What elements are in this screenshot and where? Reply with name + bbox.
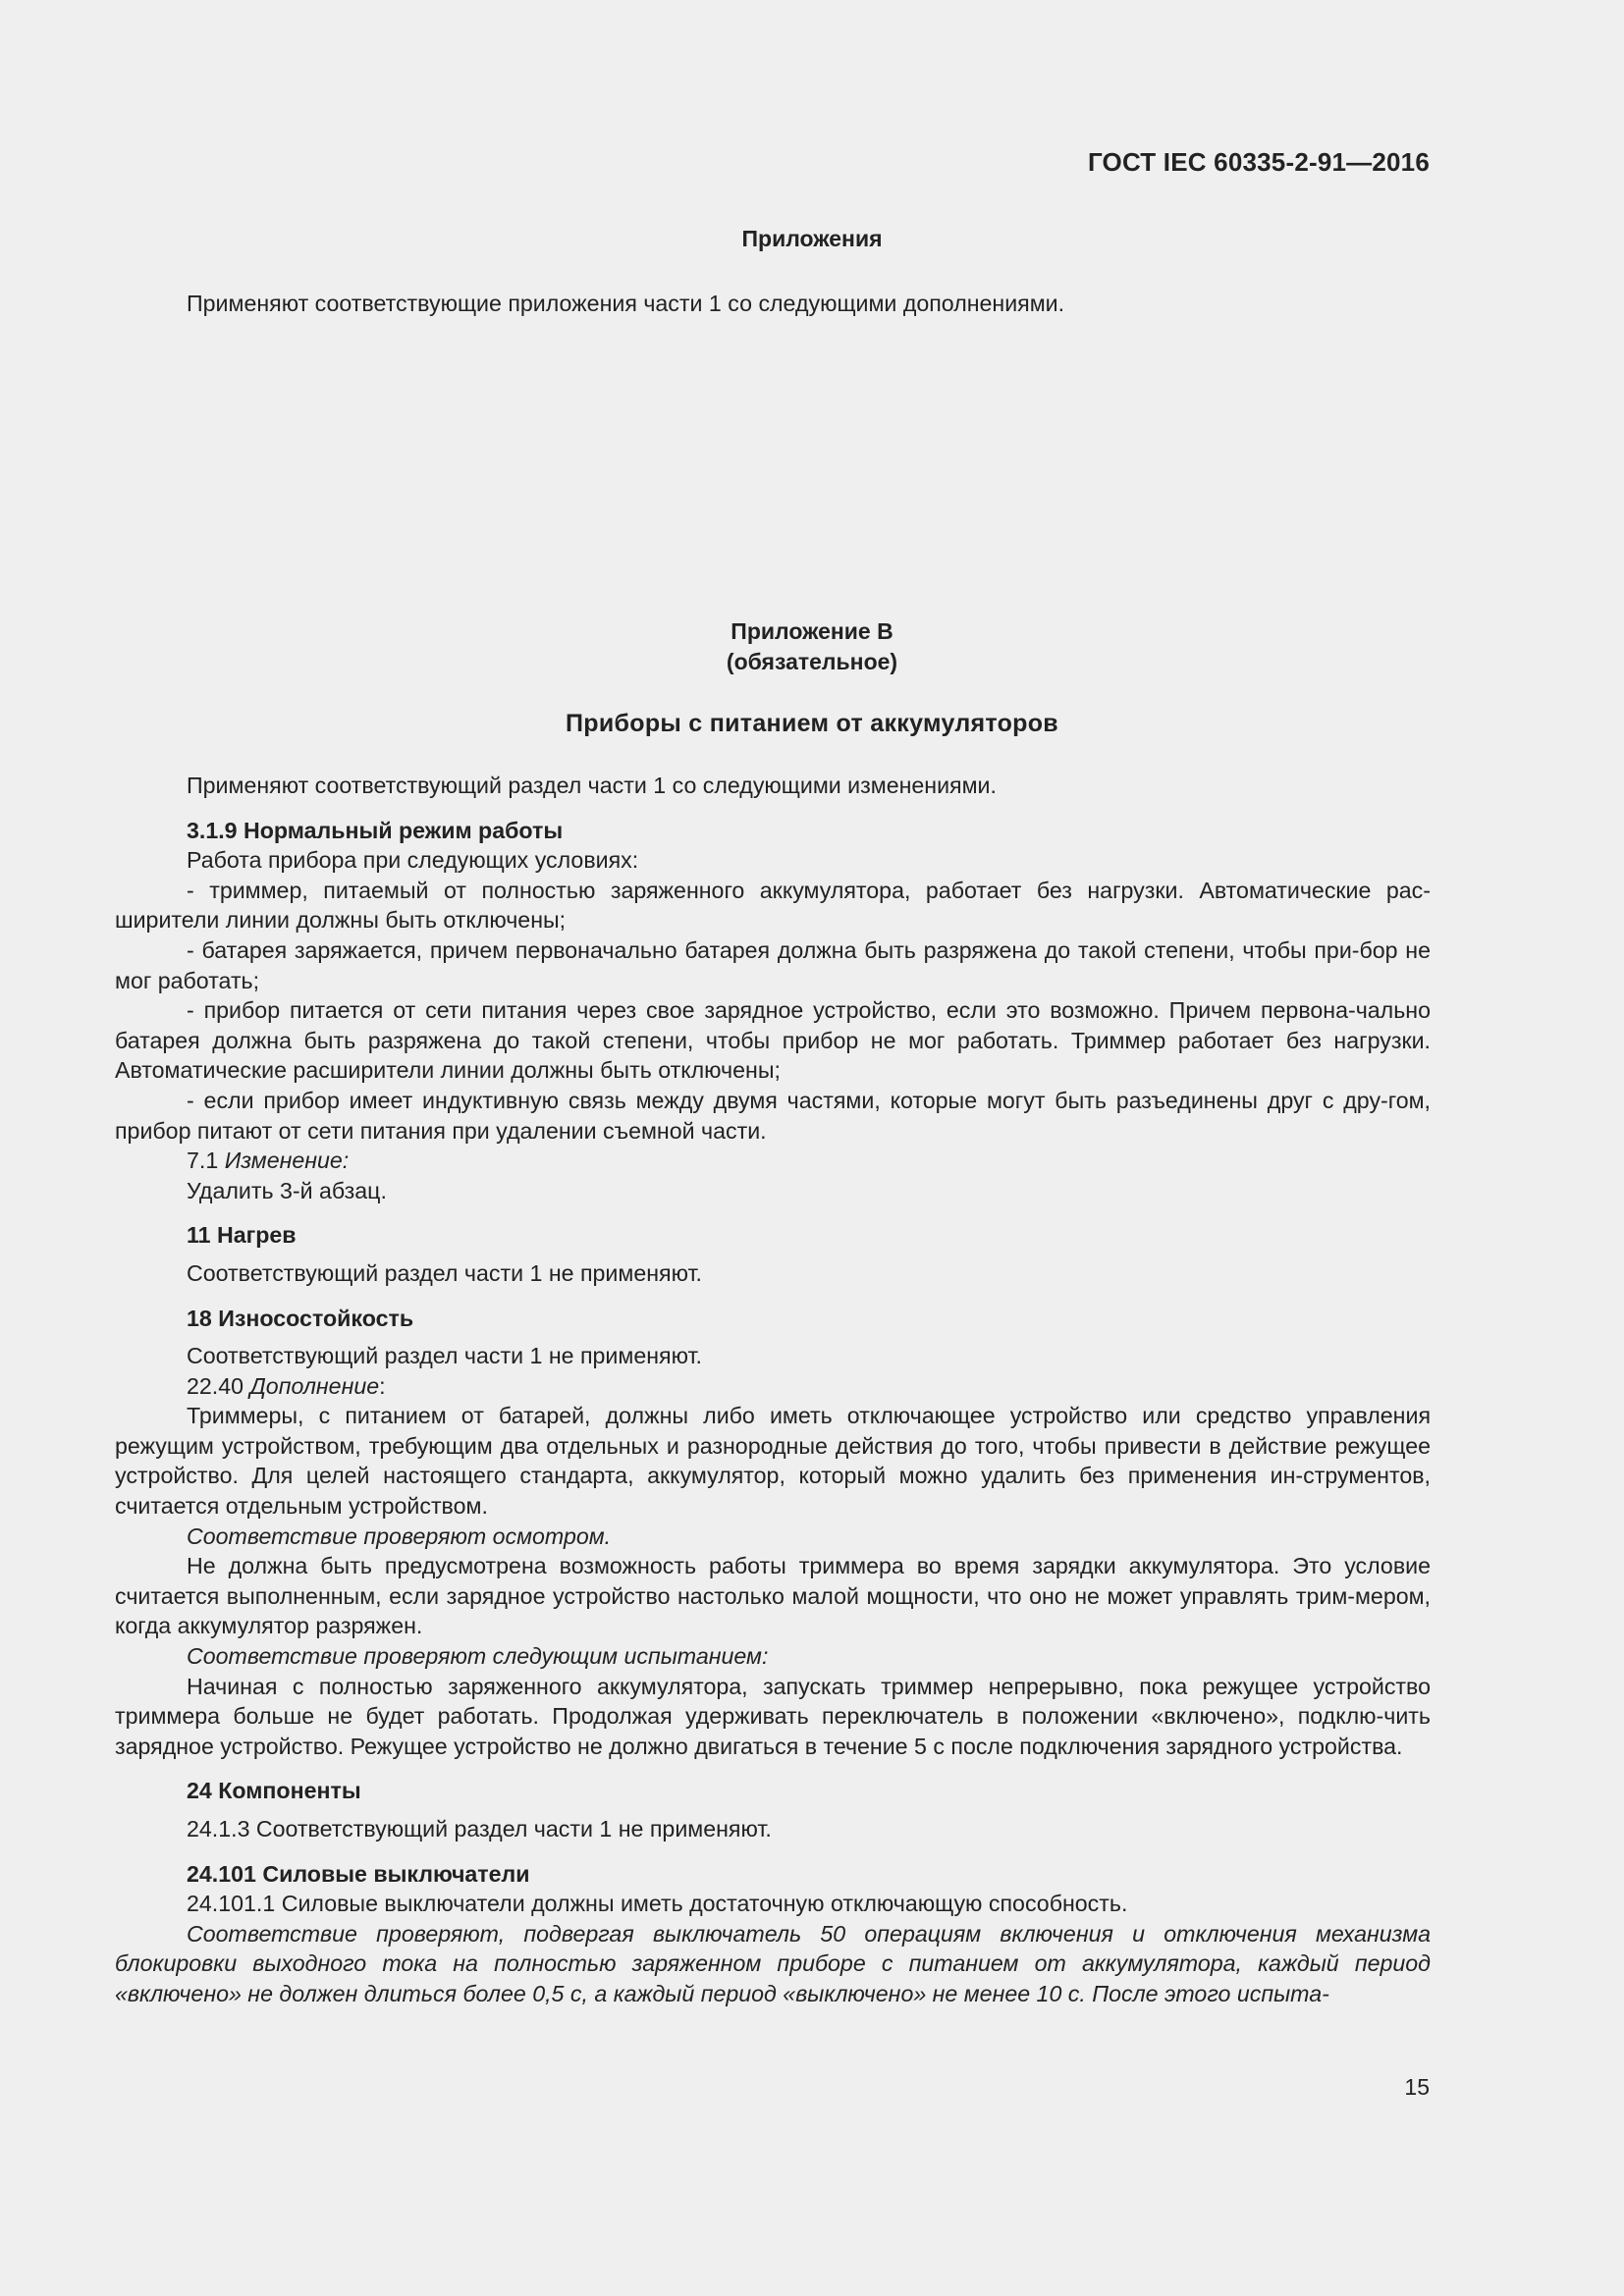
page-number: 15 xyxy=(1404,2074,1430,2100)
section-24-text: 24.1.3 Соответствующий раздел части 1 не применяют. xyxy=(187,1816,772,1842)
section-22-40-check-2: Соответствие проверяют следующим испытанием: xyxy=(187,1643,769,1670)
annex-b-status: (обязательное) xyxy=(726,649,898,674)
section-22-40-check-1: Соответствие проверяют осмотром. xyxy=(187,1522,612,1549)
section-3-1-9-item-4: - если прибор имеет индуктивную связь между двумя частями, которые могут быть разъединены друг с дру-гом, прибор питают от сети питания при удалении съемной части. xyxy=(115,1087,1431,1144)
section-24-heading: 24 Компоненты xyxy=(187,1778,361,1804)
section-3-1-9-heading: 3.1.9 Нормальный режим работы xyxy=(187,817,564,843)
section-3-1-9-item-2: - батарея заряжается, причем первоначально батарея должна быть разряжена до такой степени, чтобы при-бор не мог работать; xyxy=(115,936,1431,993)
document-code: ГОСТ IEC 60335-2-91—2016 xyxy=(1087,147,1430,177)
section-22-40-label: Дополнение xyxy=(249,1372,380,1399)
annex-b-title: Приложение В xyxy=(731,618,893,644)
annexes-section xyxy=(115,289,1431,319)
annex-b-intro: Применяют соответствующий раздел части 1 со следующими изменениями. xyxy=(187,773,997,798)
section-22-40-colon: : xyxy=(379,1372,386,1399)
section-7-1-text: Удалить 3-й абзац. xyxy=(187,1177,387,1203)
section-3-1-9-item-1: - триммер, питаемый от полностью заряженного аккумулятора, работает без нагрузки. Автоматические рас-ширители линии должны быть отключены; xyxy=(115,877,1431,934)
section-3-1-9-lead: Работа прибора при следующих условиях: xyxy=(187,847,639,874)
section-3-1-9-item-3: - прибор питается от сети питания через свое зарядное устройство, если это возможно. Причем первона-чально батарея должна быть разряжена до такой степени, чтобы прибор не мог работать. Триммер работает без нагрузки. Автоматические расширители линии должны быть отключены; xyxy=(115,997,1431,1084)
annexes-title: Приложения xyxy=(741,226,883,251)
section-7-1-line xyxy=(115,1146,1431,1176)
section-24-101-heading: 24.101 Силовые выключатели xyxy=(187,1860,530,1887)
annexes-text: Применяют соответствующие приложения части 1 со следующими дополнениями. xyxy=(187,291,1065,316)
section-7-1-number: 7.1 xyxy=(187,1148,225,1174)
section-7-1-label: Изменение: xyxy=(224,1148,350,1174)
section-18-text: Соответствующий раздел части 1 не применяют. xyxy=(187,1343,702,1369)
section-22-40-line xyxy=(115,1371,1431,1402)
section-22-40-paragraph-1: Триммеры, с питанием от батарей, должны либо иметь отключающее устройство или средство управления режущим устройством, требующим два отдельных и разнородные действия до того, чтобы привести в действие режущее устройство. Для целей настоящего стандарта, аккумулятор, который можно удалить без применения ин-струментов, считается отдельным устройством. xyxy=(115,1403,1431,1520)
section-24-101-text: 24.101.1 Силовые выключатели должны иметь достаточную отключающую способность. xyxy=(187,1891,1128,1917)
section-18-heading: 18 Износостойкость xyxy=(187,1305,414,1331)
annex-b-body xyxy=(115,771,1431,2009)
section-22-40-paragraph-3: Начиная с полностью заряженного аккумулятора, запускать триммер непрерывно, пока режущее устройство триммера больше не будет работать. Продолжая удерживать переключатель в положении «включено», подклю-чить зарядное устройство. Режущее устройство не должно двигаться в течение 5 с после подключения зарядного устройства. xyxy=(115,1673,1431,1759)
annex-b-subtitle: Приборы с питанием от аккумуляторов xyxy=(566,710,1058,737)
section-11-heading: 11 Нагрев xyxy=(187,1222,297,1249)
section-24-101-check: Соответствие проверяют, подвергая выключатель 50 операциям включения и отключения механизма блокировки выходного тока на полностью заряженном приборе с питанием от аккумулятора, каждый период «включено» не должен длиться более 0,5 с, а каждый период «выключено» не менее 10 с. После этого испыта- xyxy=(115,1920,1431,2006)
section-11-text: Соответствующий раздел части 1 не применяют. xyxy=(187,1259,702,1286)
section-22-40-number: 22.40 xyxy=(187,1372,250,1399)
section-22-40-paragraph-2: Не должна быть предусмотрена возможность работы триммера во время зарядки аккумулятора. Это условие считается выполненным, если зарядное устройство настолько малой мощности, что оно не может управлять трим-мером, когда аккумулятор разряжен. xyxy=(115,1553,1431,1639)
